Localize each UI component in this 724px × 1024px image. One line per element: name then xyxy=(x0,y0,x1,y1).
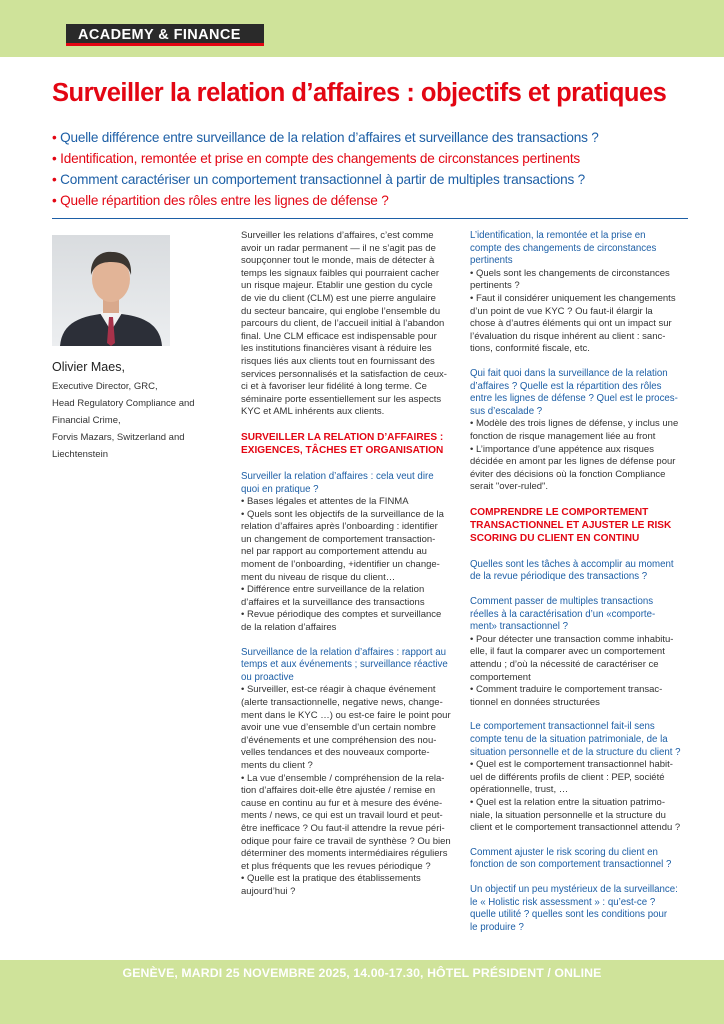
list-item: • Quelle est la pratique des établissements xyxy=(241,873,421,885)
bullet-list xyxy=(241,496,457,635)
speaker-role-line: Head Regulatory Compliance and xyxy=(52,398,195,409)
list-item: niale, la situation personnelle et la structure du xyxy=(470,809,666,821)
section-heading xyxy=(241,431,457,457)
text-line: KYC et AML inhérents aux clients. xyxy=(241,406,385,418)
list-item: et plus fréquents que les revues périodique ? xyxy=(241,860,431,872)
bullet-dot-icon: • xyxy=(52,172,57,187)
list-item: tion d’affaires doit-elle être ajustée / remise en xyxy=(241,785,436,797)
subheading xyxy=(241,471,457,496)
text-line: un risque majeur. Etablir une gestion du cycle xyxy=(241,280,433,292)
list-item: (alerte transactionnelle, negative news, change- xyxy=(241,697,443,708)
subheading-line: de la revue périodique des transactions ? xyxy=(470,571,648,583)
list-item: • Faut il considérer uniquement les changements xyxy=(470,292,676,304)
text-line: du secteur bancaire, qui englobe l’ensemble du xyxy=(241,305,441,317)
subheading xyxy=(241,647,457,685)
list-item: de la relation d’affaires xyxy=(241,622,337,634)
list-item: • Bases légales et attentes de la FINMA xyxy=(241,496,409,508)
subheading xyxy=(470,847,686,872)
speaker-info xyxy=(52,360,222,463)
section-heading-line: SCORING DU CLIENT EN CONTINU xyxy=(470,532,640,544)
subheading-line: Quelles sont les tâches à accomplir au moment xyxy=(470,558,674,570)
list-item: déterminer des moments intermédiaires réguliers xyxy=(241,848,448,860)
person-silhouette-icon xyxy=(52,235,170,346)
section-heading-line: COMPRENDRE LE COMPORTEMENT xyxy=(470,506,649,518)
intro-bullet xyxy=(52,190,718,211)
page-title: Surveiller la relation d’affaires : objectifs et pratiques xyxy=(52,79,667,107)
text-line: séminaire porte essentiellement sur les aspects xyxy=(241,393,442,405)
text-line: risques liés aux clients tout en fournissant des xyxy=(241,355,435,367)
text-line: soupçonner tout le monde, mais de détecter à xyxy=(241,255,435,267)
list-item: • La vue d’ensemble / compréhension de la rela- xyxy=(241,772,445,784)
list-item: velles tendances et des nouveaux comporte- xyxy=(241,747,430,759)
list-item: • Différence entre surveillance de la relation xyxy=(241,584,425,596)
subheading-line: compte tenu de la situation patrimoniale, de la xyxy=(470,734,668,745)
subheading-line: entre les lignes de défense ? Quel est le proces- xyxy=(470,393,678,405)
subheading-line: quelle utilité ? quelles sont les conditions pour xyxy=(470,909,668,921)
list-item: attendu ; d’où la nécessité de caractériser ce xyxy=(470,659,659,671)
subheading-line: Surveillance de la relation d’affaires : rapport au xyxy=(241,646,446,658)
subheading-line: sus d’escalade ? xyxy=(470,405,543,417)
divider xyxy=(52,218,688,219)
section-heading-line: TRANSACTIONNEL ET AJUSTER LE RISK xyxy=(470,519,672,531)
subheading-line: L’identification, la remontée et la prise en xyxy=(470,230,646,241)
list-item: • Surveiller, est-ce réagir à chaque événement xyxy=(241,684,436,696)
text-line: final. Une CLM efficace est indispensable pour xyxy=(241,330,437,342)
subheading-line: situation personnelle et de la structure du client ? xyxy=(470,746,681,758)
list-item: ment dans le KYC …) ou est-ce faire le point pour xyxy=(241,709,451,721)
list-item: décidée en amont par les lignes de défense pour xyxy=(470,456,676,468)
bullet-list xyxy=(470,759,686,835)
list-item: opérationnelle, trust, … xyxy=(470,784,569,796)
subheading-line: réelles à la caractérisation d’un «comporte- xyxy=(470,608,656,620)
subheading-line: quoi en pratique ? xyxy=(241,483,319,495)
bullet-dot-icon: • xyxy=(52,193,57,208)
intro-bullet-text: Identification, remontée et prise en compte des changements de circonstances pertinents xyxy=(60,151,580,166)
list-item: un changement de comportement transaction- xyxy=(241,533,436,545)
list-item: serait "over-ruled". xyxy=(470,481,549,493)
list-item: éviter des décisions où la fonction Compliance xyxy=(470,468,666,480)
list-item: relation d’affaires après l’onboarding : identifier xyxy=(241,521,438,533)
list-item: • Comment traduire le comportement transac- xyxy=(470,684,663,696)
list-item: • Modèle des trois lignes de défense, y inclus une xyxy=(470,418,679,430)
list-item: • Pour détecter une transaction comme inhabitu- xyxy=(470,633,674,645)
speaker-name: Olivier Maes, xyxy=(52,360,125,374)
subheading-line: Un objectif un peu mystérieux de la surveillance: xyxy=(470,883,678,895)
subheading-line: d’affaires ? Quelle est la répartition des rôles xyxy=(470,380,662,392)
list-item: • Quels sont les objectifs de la surveillance de la xyxy=(241,508,444,520)
text-line: parcours du client, de l’accueil initial à l’abandon xyxy=(241,318,445,330)
list-item: d’affaires et la surveillance des transactions xyxy=(241,596,425,608)
list-item: • Quel est la relation entre la situation patrimo- xyxy=(470,796,666,808)
text-line: temps les signaux faibles qui pourraient cacher xyxy=(241,267,440,279)
speaker-role-line: Liechtenstein xyxy=(52,449,108,460)
intro-bullet xyxy=(52,148,718,169)
list-item: ments du client ? xyxy=(241,759,313,771)
intro-paragraph xyxy=(241,230,457,419)
text-line: avoir un radar permanent — il ne s’agit pas de xyxy=(241,242,436,254)
subheading-line: fonction de son comportement transactionnel ? xyxy=(470,859,672,871)
list-item: uel de différents profils de client : PEP, société xyxy=(470,771,665,783)
subheading xyxy=(470,596,686,634)
subheading xyxy=(470,559,686,584)
speaker-role-line: Forvis Mazars, Switzerland and xyxy=(52,432,185,443)
subheading-line: pertinents xyxy=(470,255,513,267)
list-item: d’événements et une compréhension des nou- xyxy=(241,734,437,746)
bullet-list xyxy=(241,684,457,898)
subheading-line: temps et aux événements ; surveillance réactive xyxy=(241,659,448,671)
bullet-dot-icon: • xyxy=(52,130,57,145)
text-line: Surveiller les relations d’affaires, c’est comme xyxy=(241,230,434,241)
speaker-role-line: Executive Director, GRC, xyxy=(52,381,158,392)
subheading xyxy=(470,884,686,934)
list-item: chose à d’autres éléments qui ont un impact sur xyxy=(470,318,672,330)
subheading-line: Comment passer de multiples transactions xyxy=(470,596,654,608)
section-heading xyxy=(470,506,686,545)
list-item: tions, conformité fiscale, etc. xyxy=(470,343,590,355)
list-item: être inefficace ? Ou faut-il attendre la revue péri- xyxy=(241,822,445,834)
list-item: • Revue périodique des comptes et surveillance xyxy=(241,609,442,621)
subheading-line: Le comportement transactionnel fait-il sens xyxy=(470,721,655,733)
subheading-line: ou proactive xyxy=(241,671,294,683)
subheading-line: ment» transactionnel ? xyxy=(470,621,569,633)
bullet-list xyxy=(470,634,686,710)
section-heading-line: SURVEILLER LA RELATION D’AFFAIRES : xyxy=(241,431,444,443)
subheading-line: le produire ? xyxy=(470,921,524,933)
event-date-location: GENÈVE, MARDI 25 NOVEMBRE 2025, 14.00-17.30, HÔTEL PRÉSIDENT / ONLINE xyxy=(122,966,602,980)
subheading xyxy=(470,721,686,759)
list-item: aujourd’hui ? xyxy=(241,885,296,897)
subheading-line: le « Holistic risk assessment » : qu’est-ce ? xyxy=(470,896,656,908)
list-item: • Quel est le comportement transactionnel habit- xyxy=(470,759,673,771)
subheading-line: Comment ajuster le risk scoring du client en xyxy=(470,846,658,858)
intro-bullet-text: Quelle répartition des rôles entre les lignes de défense ? xyxy=(60,193,389,208)
intro-bullet xyxy=(52,169,718,190)
list-item: cause en continu au fur et à mesure des événe- xyxy=(241,797,443,809)
subheading-line: Qui fait quoi dans la surveillance de la relation xyxy=(470,367,668,379)
list-item: • Quels sont les changements de circonstances xyxy=(470,267,670,279)
list-item: odique pour faire ce travail de synthèse ? Ou bien xyxy=(241,835,451,847)
list-item: avoir une vue d’ensemble d’un certain nombre xyxy=(241,722,436,734)
intro-bullet xyxy=(52,127,718,148)
list-item: • L’importance d’une appétence aux risques xyxy=(470,443,654,455)
subheading xyxy=(470,230,686,268)
section-heading-line: EXIGENCES, TÂCHES ET ORGANISATION xyxy=(241,444,444,456)
intro-bullets xyxy=(52,127,718,211)
intro-bullet-text: Quelle différence entre surveillance de la relation d’affaires et surveillance des transactions ? xyxy=(60,130,599,145)
text-line: les institutions financières visant à réduire les xyxy=(241,343,432,355)
list-item: moment de l’onboarding, +identifier un change- xyxy=(241,559,440,571)
list-item: client et le comportement transactionnel attendu ? xyxy=(470,822,681,834)
list-item: ments / news, ce qui est un travail lourd et peut- xyxy=(241,810,443,822)
speaker-role-line: Financial Crime, xyxy=(52,415,121,426)
list-item: ment du niveau de risque du client… xyxy=(241,571,396,583)
series-label: ACADEMY & FINANCE xyxy=(66,24,264,46)
list-item: nel par rapport au comportement attendu au xyxy=(241,546,427,558)
intro-bullet-text: Comment caractériser un comportement transactionnel à partir de multiples transactions ? xyxy=(60,172,586,187)
column-right xyxy=(470,230,686,934)
list-item: fonction de risque management liée au front xyxy=(470,430,656,442)
list-item: pertinents ? xyxy=(470,280,520,292)
bullet-dot-icon: • xyxy=(52,151,57,166)
text-line: services personnalisés et la satisfaction de ceux- xyxy=(241,368,447,380)
column-middle xyxy=(241,230,457,899)
list-item: elle, il faut la comparer avec un comportement xyxy=(470,646,665,658)
list-item: tionnel en données structurées xyxy=(470,696,600,708)
list-item: l’évaluation du risque inhérent au client : sanc- xyxy=(470,330,666,342)
text-line: ci et à favoriser leur fidélité à long terme. Ce xyxy=(241,381,427,393)
subheading xyxy=(470,368,686,418)
speaker-photo xyxy=(52,235,170,346)
text-line: de vie du client (CLM) est une pierre angulaire xyxy=(241,292,436,304)
list-item: comportement xyxy=(470,671,531,683)
bullet-list xyxy=(470,268,686,356)
subheading-line: compte des changements de circonstances xyxy=(470,242,657,254)
bullet-list xyxy=(470,418,686,494)
subheading-line: Surveiller la relation d’affaires : cela veut dire xyxy=(241,470,434,482)
list-item: d’un point de vue KYC ? Ou faut-il élargir la xyxy=(470,305,653,317)
